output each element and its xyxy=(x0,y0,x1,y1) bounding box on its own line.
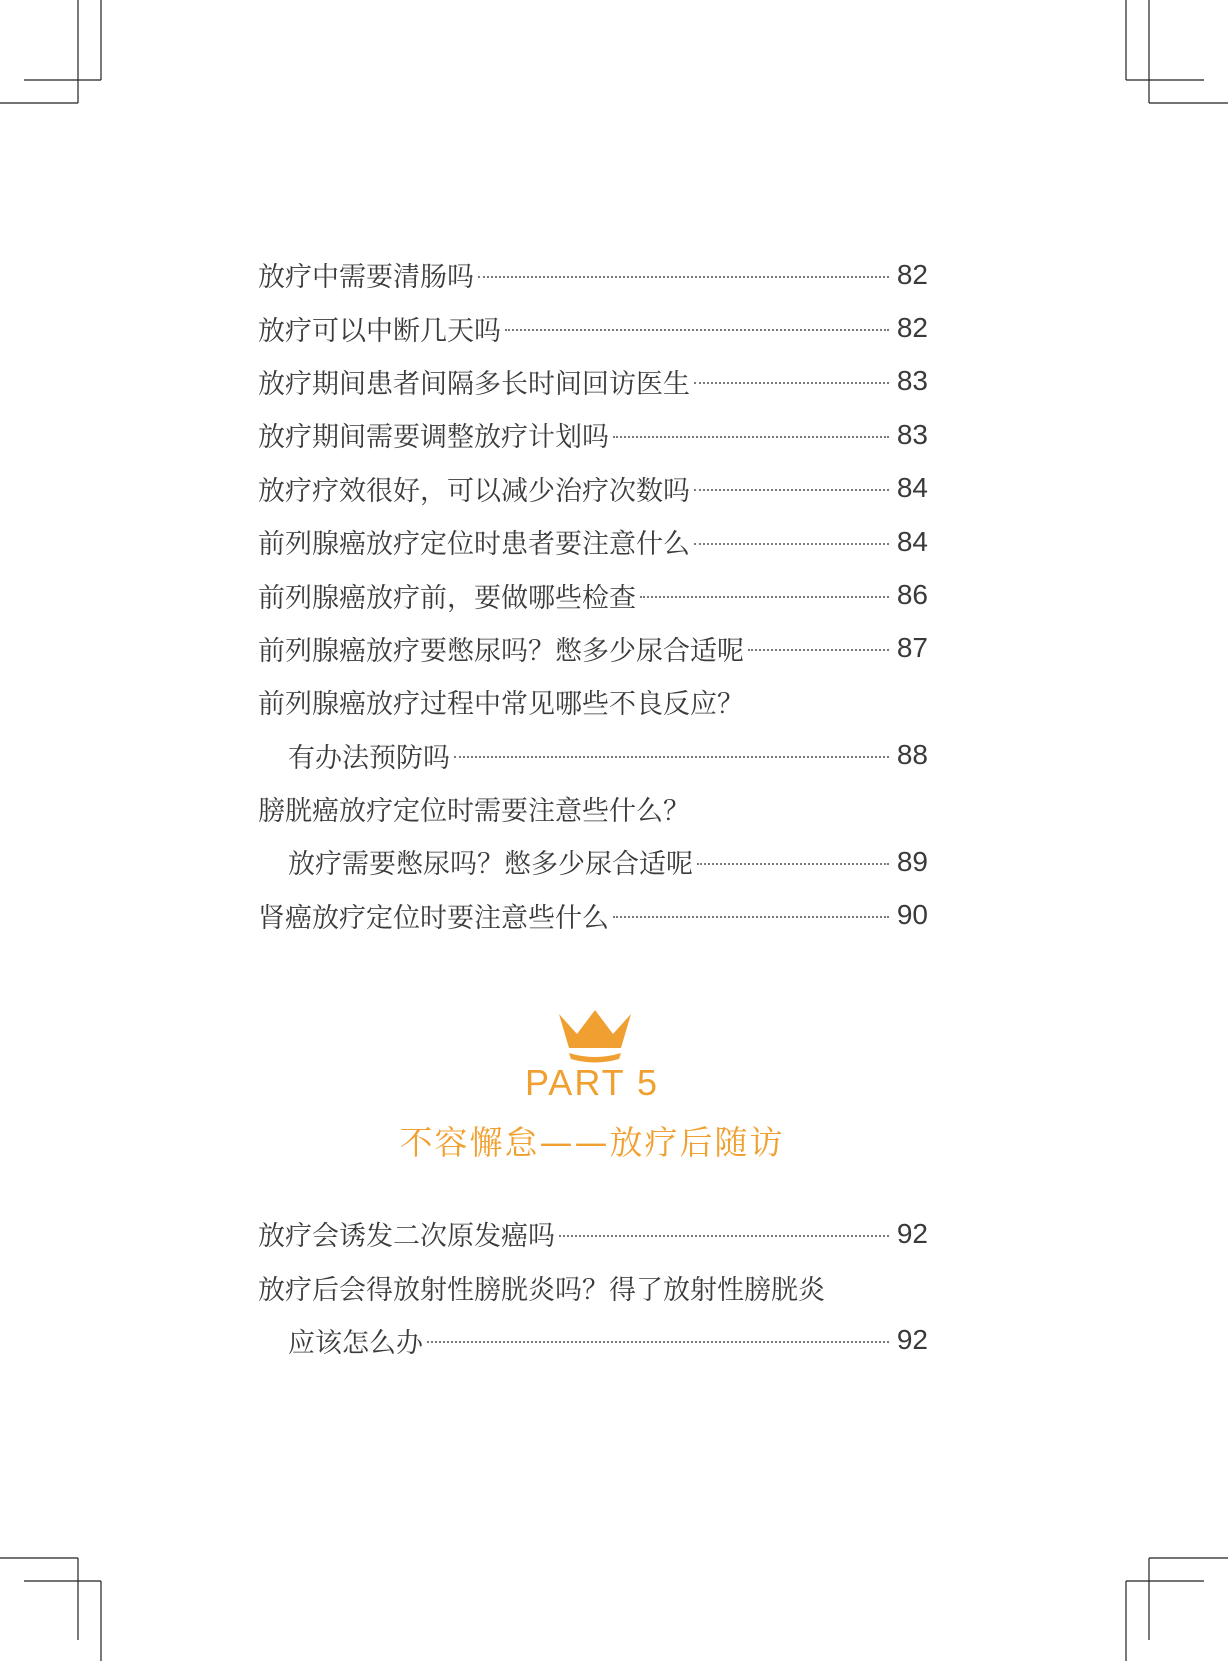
toc-entry[interactable] xyxy=(258,622,928,675)
part-label: PART 5 xyxy=(524,1062,660,1103)
toc-entry-continuation[interactable] xyxy=(258,1314,928,1367)
dot-leader xyxy=(613,436,889,438)
toc-entry-page: 84 xyxy=(896,472,928,504)
toc-entry-title: 前列腺癌放疗前，要做哪些检查 xyxy=(258,582,636,614)
toc-entry-title-continuation: 应该怎么办 xyxy=(288,1327,423,1359)
toc-entry[interactable] xyxy=(258,248,928,301)
toc-entry-title: 放疗中需要清肠吗 xyxy=(258,262,474,294)
dot-leader xyxy=(427,1341,889,1343)
toc-entry-page: 86 xyxy=(896,579,928,611)
toc-entry[interactable] xyxy=(258,408,928,461)
toc-entry[interactable] xyxy=(258,515,928,568)
toc-entry-title-continuation: 放疗需要憋尿吗？憋多少尿合适呢 xyxy=(288,849,693,881)
toc-list-part5 xyxy=(258,1207,928,1367)
toc-entry-title: 放疗可以中断几天吗 xyxy=(258,315,501,347)
toc-entry[interactable] xyxy=(258,462,928,515)
dot-leader xyxy=(694,543,889,545)
toc-entry-title: 放疗期间需要调整放疗计划吗 xyxy=(258,422,609,454)
toc-entry-title-continuation: 有办法预防吗 xyxy=(288,742,450,774)
toc-entry[interactable] xyxy=(258,1207,928,1260)
toc-entry-page: 90 xyxy=(896,899,928,931)
toc-entry-title: 肾癌放疗定位时要注意些什么 xyxy=(258,902,609,934)
toc-entry-page: 89 xyxy=(896,845,928,877)
toc-entry-page: 87 xyxy=(896,632,928,664)
toc-entry-first-line[interactable] xyxy=(258,1260,928,1313)
toc-entry-page: 84 xyxy=(896,525,928,557)
toc-entry-page: 83 xyxy=(896,418,928,450)
toc-entry-page: 82 xyxy=(896,258,928,290)
toc-entry-continuation[interactable] xyxy=(258,729,928,782)
dot-leader xyxy=(694,489,889,491)
dot-leader xyxy=(559,1235,889,1237)
dot-leader xyxy=(697,863,889,865)
toc-entry-page: 92 xyxy=(896,1324,928,1356)
dot-leader xyxy=(505,329,889,331)
dot-leader xyxy=(640,596,889,598)
dot-leader xyxy=(748,649,889,651)
dot-leader xyxy=(613,916,889,918)
toc-entry[interactable] xyxy=(258,355,928,408)
toc-entry-title: 放疗会诱发二次原发癌吗 xyxy=(258,1221,555,1253)
toc-entry-first-line[interactable] xyxy=(258,782,928,835)
toc-entry-title: 前列腺癌放疗要憋尿吗？憋多少尿合适呢 xyxy=(258,635,744,667)
toc-entry-title: 放疗疗效很好，可以减少治疗次数吗 xyxy=(258,475,690,507)
toc-entry-title: 放疗后会得放射性膀胱炎吗？得了放射性膀胱炎 xyxy=(258,1274,825,1306)
toc-entry-title: 放疗期间患者间隔多长时间回访医生 xyxy=(258,368,690,400)
toc-entry[interactable] xyxy=(258,889,928,942)
toc-list-part4 xyxy=(258,248,928,942)
toc-entry-title: 前列腺癌放疗定位时患者要注意什么 xyxy=(258,529,690,561)
toc-entry-page: 83 xyxy=(896,365,928,397)
toc-entry-page: 88 xyxy=(896,739,928,771)
toc-entry-page: 92 xyxy=(896,1217,928,1249)
toc-entry-first-line[interactable] xyxy=(258,675,928,728)
dot-leader xyxy=(478,276,889,278)
toc-entry[interactable] xyxy=(258,301,928,354)
toc-entry[interactable] xyxy=(258,568,928,621)
dot-leader xyxy=(454,756,889,758)
toc-entry-title: 前列腺癌放疗过程中常见哪些不良反应？ xyxy=(258,689,744,721)
dot-leader xyxy=(694,382,889,384)
toc-entry-title: 膀胱癌放疗定位时需要注意些什么？ xyxy=(258,796,690,828)
crown-icon xyxy=(555,1008,635,1064)
part-title: 不容懈怠——放疗后随访 xyxy=(399,1123,785,1162)
toc-entry-continuation[interactable] xyxy=(258,835,928,888)
toc-entry-page: 82 xyxy=(896,312,928,344)
